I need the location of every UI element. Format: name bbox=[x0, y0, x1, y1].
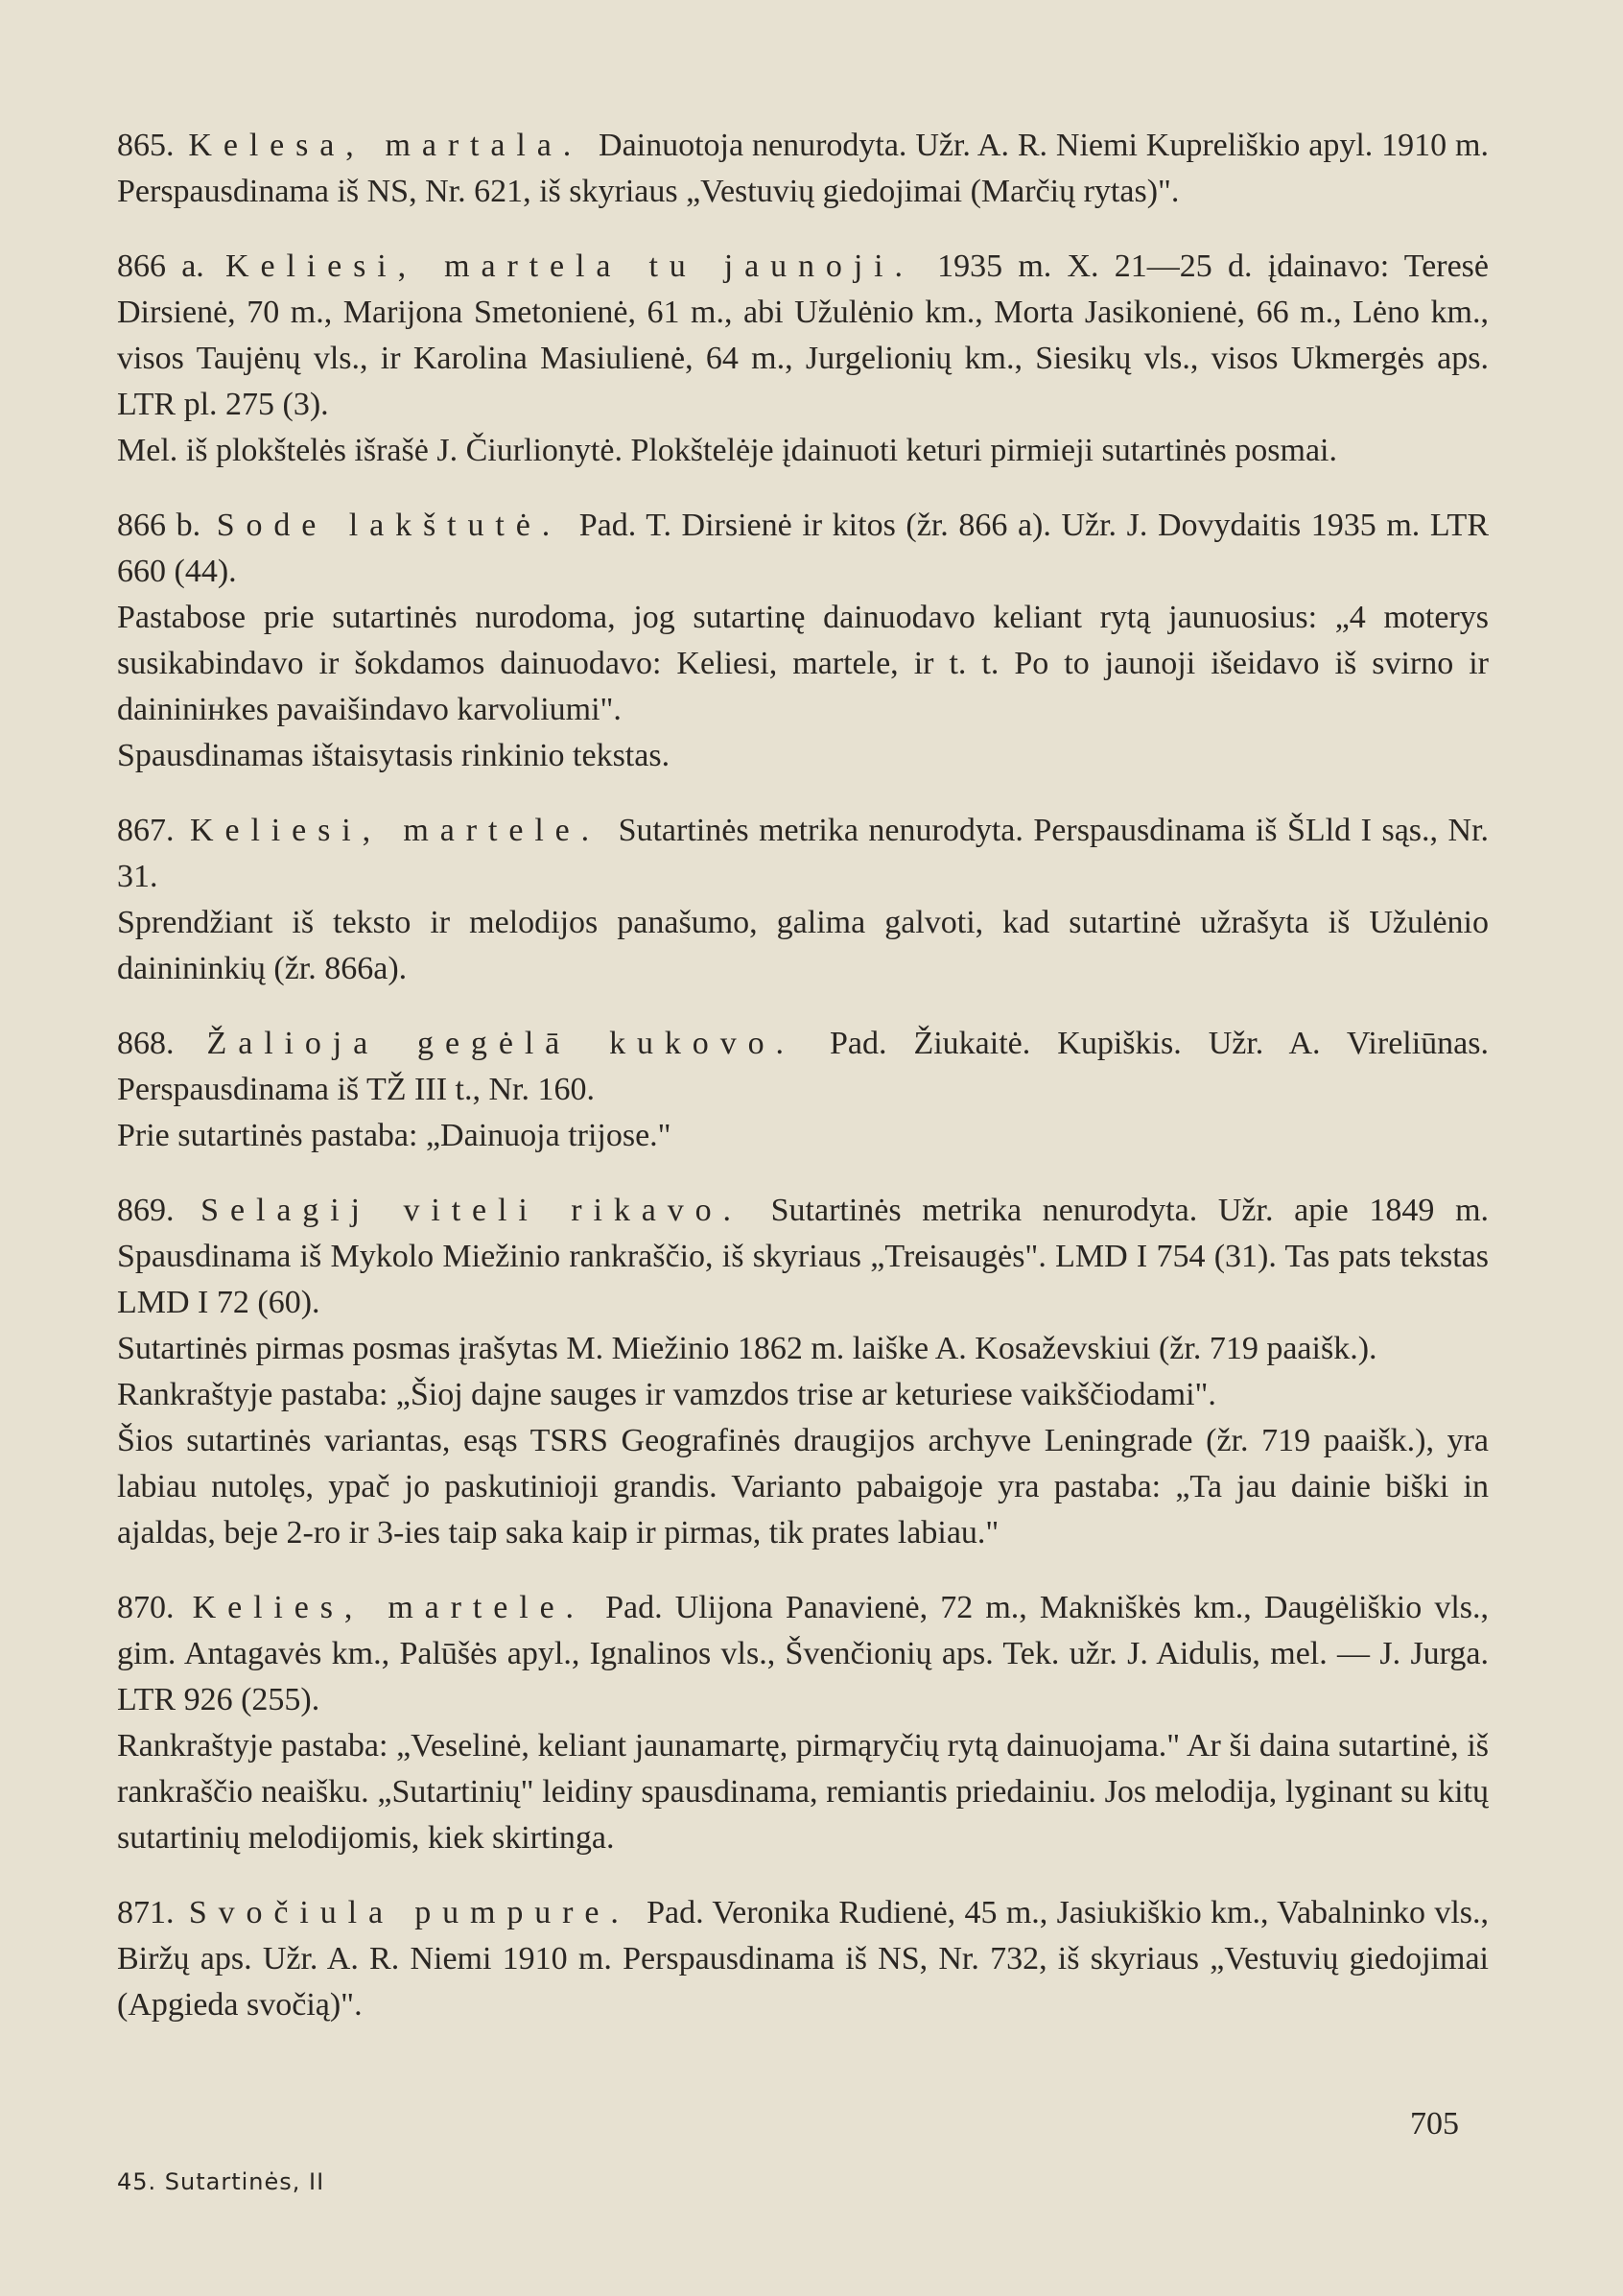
entry-text: Pad. Ulijona Panavienė, 72 m., Makniškės km., Daugėliškio vls., gim. Antagavės km., Palūšės apyl., Ignalinos vls., Švenčionių aps. Tek. užr. J. Aidulis, mel. — J. Jurga. LTR 926 (255). bbox=[117, 1590, 1490, 1717]
entry-text: Pad. Žiukaitė. Kupiškis. Užr. A. Vireliūnas. Perspausdinama iš TŽ III t., Nr. 160. bbox=[117, 1026, 1490, 1107]
entry-866a bbox=[117, 244, 1489, 474]
entry-number: 866 a. bbox=[117, 249, 204, 284]
entry-title: Kelies, martele. bbox=[192, 1590, 585, 1625]
entry-title: Sode lakštutė. bbox=[216, 508, 562, 543]
entry-note: Rankraštyje pastaba: „Veselinė, keliant jaunamartę, pirmąryčių rytą dainuojama." Ar ši daina sutartinė, iš rankraščio neaišku. „Sutartinių" leidiny spausdinama, remiantis priedainiu. Jos melodija, lyginant su kitų sutartinių melodijomis, kiek skirtinga. bbox=[117, 1728, 1489, 1856]
entry-title: Selagij viteli rikavo. bbox=[200, 1193, 742, 1228]
entry-number: 870. bbox=[117, 1590, 175, 1625]
entry-text: 1935 m. X. 21—25 d. įdainavo: Teresė Dirsienė, 70 m., Marijona Smetonienė, 61 m., abi Užulėnio km., Morta Jasikonienė, 66 m., Lėno km., visos Taujėnų vls., ir Karolina Masiulienė, 64 m., Jurgelionių km., Siesikų vls., visos Ukmergės aps. LTR pl. 275 (3). bbox=[117, 249, 1489, 422]
entry-number: 867. bbox=[117, 813, 175, 848]
entry-865 bbox=[117, 123, 1489, 215]
entry-note: Prie sutartinės pastaba: „Dainuoja trijose." bbox=[117, 1118, 671, 1153]
entry-note: Spausdinamas ištaisytasis rinkinio tekstas. bbox=[117, 738, 670, 773]
commentary-text bbox=[117, 123, 1489, 2057]
entry-note: Pastabose prie sutartinės nurodoma, jog sutartinę dainuodavo keliant rytą jaunuosius: „4 moterys susikabindavo ir šokdamos dainuodavo: Keliesi, martele, ir t. t. Po to jaunoji išeidavo iš svirno ir daininінkes pavaišindavo karvoliumi". bbox=[117, 600, 1489, 727]
entry-868 bbox=[117, 1021, 1489, 1159]
entry-871 bbox=[117, 1890, 1489, 2028]
entry-title: Kelesa, martala. bbox=[188, 128, 583, 163]
page-number: 705 bbox=[1410, 2106, 1459, 2142]
entry-number: 865. bbox=[117, 128, 175, 163]
entry-note: Sprendžiant iš teksto ir melodijos panašumo, galima galvoti, kad sutartinė užrašyta iš Užulėnio dainininkių (žr. 866a). bbox=[117, 905, 1489, 986]
entry-note: Rankraštyje pastaba: „Šioj dajne sauges ir vamzdos trise ar keturiese vaikščiodami". bbox=[117, 1377, 1216, 1412]
entry-note: Sutartinės pirmas posmas įrašytas M. Miežinio 1862 m. laiške A. Kosaževskiui (žr. 719 paaišk.). bbox=[117, 1331, 1377, 1366]
entry-text: Dainuotoja nenurodyta. Užr. A. R. Niemi Kupreliškio apyl. 1910 m. Perspausdinama iš NS, Nr. 621, iš skyriaus „Vestuvių giedojimai (Marčių rytas)". bbox=[117, 128, 1489, 209]
entry-text: Sutartinės metrika nenurodyta. Užr. apie 1849 m. Spausdinama iš Mykolo Miežinio rankraščio, iš skyriaus „Treisaugės". LMD I 754 (31). Tas pats tekstas LMD I 72 (60). bbox=[117, 1193, 1490, 1320]
entry-text: Pad. Veronika Rudienė, 45 m., Jasiukiškio km., Vabalninko vls., Biržų aps. Užr. A. R. Niemi 1910 m. Perspausdinama iš NS, Nr. 732, iš skyriaus „Vestuvių giedojimai (Apgieda svočią)". bbox=[117, 1895, 1490, 2023]
entry-note: Mel. iš plokštelės išrašė J. Čiurlionytė. Plokštelėje įdainuoti keturi pirmieji sutartinės posmai. bbox=[117, 433, 1337, 468]
entry-text: Pad. T. Dirsienė ir kitos (žr. 866 a). Užr. J. Dovydaitis 1935 m. LTR 660 (44). bbox=[117, 508, 1489, 589]
entry-title: Keliesi, martela tu jaunoji. bbox=[225, 249, 914, 284]
entry-number: 866 b. bbox=[117, 508, 201, 543]
entry-title: Keliesi, martele. bbox=[190, 813, 601, 848]
printer-signature: 45. Sutartinės, II bbox=[117, 2168, 325, 2195]
entry-note: Šios sutartinės variantas, esąs TSRS Geografinės draugijos archyve Leningrade (žr. 719 paaišk.), yra labiau nutolęs, ypač jo paskutinioji grandis. Varianto pabaigoje yra pastaba: „Ta jau dainie biški in ajaldas, beje 2-ro ir 3-ies taip saka kaip ir pirmas, tik prates labiau." bbox=[117, 1423, 1489, 1550]
entry-867 bbox=[117, 808, 1489, 992]
entry-title: Svočiula pumpure. bbox=[188, 1895, 630, 1930]
entry-869 bbox=[117, 1188, 1489, 1556]
entry-title: Žalioja gegėlā kukovo. bbox=[206, 1026, 795, 1061]
entry-number: 868. bbox=[117, 1026, 175, 1061]
entry-text: Sutartinės metrika nenurodyta. Perspausdinama iš ŠLld I sąs., Nr. 31. bbox=[117, 813, 1490, 894]
entry-870 bbox=[117, 1585, 1489, 1861]
entry-866b bbox=[117, 503, 1489, 779]
entry-number: 871. bbox=[117, 1895, 175, 1930]
entry-number: 869. bbox=[117, 1193, 175, 1228]
